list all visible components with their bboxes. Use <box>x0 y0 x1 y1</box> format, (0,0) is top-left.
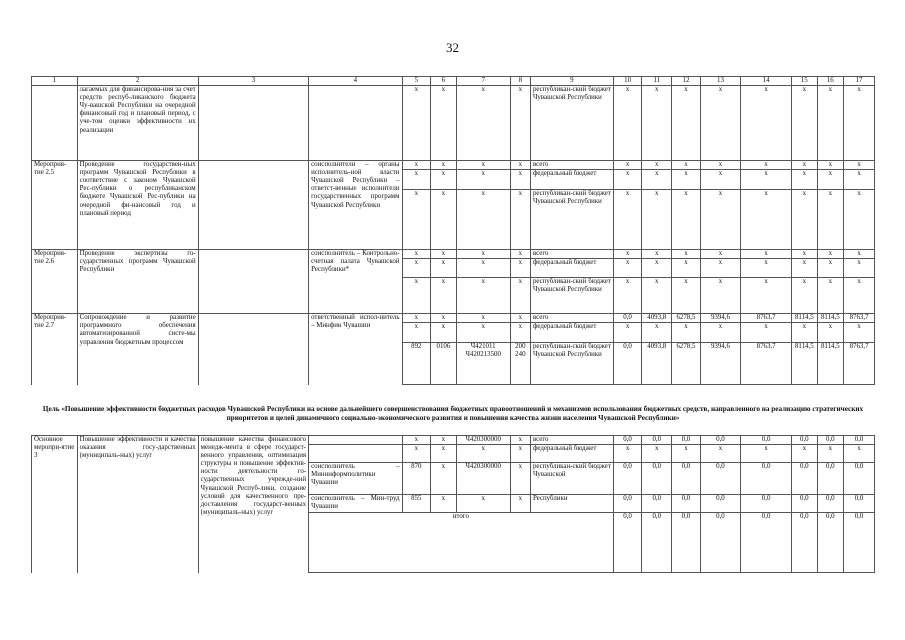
amount-cell: x <box>792 323 817 343</box>
budget-code-cell: x <box>456 495 510 513</box>
measure-number: Мероприя-тие 2.5 <box>32 161 78 250</box>
amount-cell: x <box>844 86 875 161</box>
budget-code-cell: x <box>456 314 510 323</box>
funding-source-cell: республикан-ский бюджет Чувашской <box>530 463 613 495</box>
expected-result: повышение качества финансового менедж-мента в сфере государст-венного управления, оптимизация структуры и повышение эффектив-ности деятельности го-сударственных учрежде-ний Чувашской Респуб-лики, создание условий для качественного пре-доставления государст-венных (муниципаль-ных) услуг <box>198 436 308 573</box>
measure-number: Мероприя-тие 2.6 <box>32 250 78 314</box>
amount-cell: x <box>700 86 740 161</box>
amount-cell: 0,0 <box>844 513 875 573</box>
amount-cell: x <box>817 190 844 250</box>
amount-cell: 0,0 <box>672 463 701 495</box>
amount-cell: x <box>672 170 701 190</box>
table-cell <box>198 86 308 161</box>
amount-cell: x <box>700 445 740 463</box>
amount-cell: x <box>741 323 792 343</box>
amount-cell: 0,0 <box>642 495 672 513</box>
table-cell <box>198 314 308 385</box>
amount-cell: x <box>672 259 701 278</box>
column-number: 6 <box>431 77 456 86</box>
amount-cell: 8763,7 <box>844 314 875 323</box>
budget-code-cell: x <box>510 259 530 278</box>
funding-source-cell: республикан-ский бюджет Чувашской Республики <box>530 343 613 385</box>
budget-code-cell: x <box>431 161 456 170</box>
amount-cell: x <box>741 161 792 170</box>
amount-cell: 8763,7 <box>741 343 792 385</box>
budget-code-cell: x <box>456 323 510 343</box>
amount-cell: x <box>792 170 817 190</box>
amount-cell: x <box>844 445 875 463</box>
amount-cell: 0,0 <box>642 436 672 445</box>
amount-cell: 0,0 <box>613 343 642 385</box>
amount-cell: 0,0 <box>613 314 642 323</box>
budget-code-cell: x <box>431 323 456 343</box>
amount-cell: x <box>613 445 642 463</box>
amount-cell: x <box>792 259 817 278</box>
funding-source-cell: всего <box>530 436 613 445</box>
budget-code-cell: x <box>456 278 510 314</box>
budget-code-cell: x <box>456 170 510 190</box>
budget-code-cell: x <box>456 250 510 259</box>
executor-cell <box>309 445 402 463</box>
amount-cell: 0,0 <box>792 436 817 445</box>
funding-source-cell: федеральный бюджет <box>530 445 613 463</box>
budget-code-cell: x <box>402 436 431 445</box>
amount-cell: x <box>672 445 701 463</box>
amount-cell: 0,0 <box>792 463 817 495</box>
amount-cell: x <box>672 278 701 314</box>
budget-code-cell: x <box>402 170 431 190</box>
column-number: 8 <box>510 77 530 86</box>
executor-cell: соисполнитель – Контрольно-счетная палата Чувашской Республики* <box>309 250 402 314</box>
amount-cell: 0,0 <box>817 436 844 445</box>
amount-cell: 6278,5 <box>672 343 701 385</box>
measure-description: Повышение эффективности и качества оказания госу-дарственных (муниципаль-ных) услуг <box>77 436 198 573</box>
amount-cell: x <box>613 190 642 250</box>
measure-description: лагаемых для финансирова-ния за счет средств респуб-ликанского бюджета Чу-вашской Республики на очередной финансовый год и плановый период, с уче-том оценки эффективности их реализации <box>77 86 198 161</box>
amount-cell: 0,0 <box>642 463 672 495</box>
funding-source-cell: республикан-ский бюджет Чувашской Республики <box>530 86 613 161</box>
amount-cell: x <box>844 190 875 250</box>
amount-cell: 8114,5 <box>817 314 844 323</box>
amount-cell: x <box>792 161 817 170</box>
budget-code-cell: x <box>402 314 431 323</box>
amount-cell: 0,0 <box>844 495 875 513</box>
measure-number: Мероприя-тие 2.7 <box>32 314 78 385</box>
amount-cell: x <box>817 323 844 343</box>
amount-cell: x <box>817 445 844 463</box>
amount-cell: x <box>741 86 792 161</box>
amount-cell: x <box>817 259 844 278</box>
budget-code-cell: x <box>510 314 530 323</box>
executor-cell: соисполнитель – Мининформполитики Чувашии <box>309 463 402 495</box>
table-cell <box>198 161 308 250</box>
amount-cell: x <box>672 86 701 161</box>
budget-code-cell: x <box>431 278 456 314</box>
amount-cell: 0,0 <box>741 436 792 445</box>
budget-code-cell: x <box>402 161 431 170</box>
amount-cell: x <box>792 278 817 314</box>
amount-cell: 9394,6 <box>700 343 740 385</box>
funding-source-cell: республикан-ский бюджет Чувашской Республики <box>530 278 613 314</box>
funding-source-cell: федеральный бюджет <box>530 259 613 278</box>
goal-heading: Цель «Повышение эффективности бюджетных расходов Чувашской Республики на основе дальнейшего совершенствования бюджетных правоотношений и механизмов использования бюджетных средств, направленного на реализацию стратегических приоритетов и целей динамичного социально-экономического развития и повышения качества жизни населения Чувашской Республики» <box>42 405 864 422</box>
amount-cell: 0,0 <box>613 495 642 513</box>
amount-cell: x <box>741 190 792 250</box>
amount-cell: x <box>700 190 740 250</box>
amount-cell: x <box>672 250 701 259</box>
budget-code-cell: x <box>510 86 530 161</box>
amount-cell: x <box>817 86 844 161</box>
column-number: 16 <box>817 77 844 86</box>
column-number: 9 <box>530 77 613 86</box>
budget-code-cell: x <box>431 445 456 463</box>
budget-code-cell: x <box>510 463 530 495</box>
amount-cell: 9394,6 <box>700 314 740 323</box>
budget-table-bottom <box>31 435 875 573</box>
amount-cell: x <box>792 445 817 463</box>
amount-cell: x <box>700 278 740 314</box>
amount-cell: x <box>613 250 642 259</box>
amount-cell: x <box>741 250 792 259</box>
funding-source-cell: федеральный бюджет <box>530 170 613 190</box>
budget-code-cell: 855 <box>402 495 431 513</box>
amount-cell: x <box>672 323 701 343</box>
amount-cell: x <box>741 278 792 314</box>
executor-cell: соисполнители – органы исполнитель-ной власти Чувашской Республики – ответст-венные исполнители государственных программ Чувашской Республики <box>309 161 402 250</box>
amount-cell: 8114,5 <box>817 343 844 385</box>
budget-code-cell: Ч420300000 <box>456 436 510 445</box>
column-number: 1 <box>32 77 78 86</box>
budget-code-cell: x <box>510 495 530 513</box>
amount-cell: 0,0 <box>792 495 817 513</box>
amount-cell: x <box>844 250 875 259</box>
budget-code-cell: x <box>431 190 456 250</box>
amount-cell: x <box>642 190 672 250</box>
amount-cell: x <box>844 170 875 190</box>
funding-source-cell: всего <box>530 314 613 323</box>
amount-cell: 0,0 <box>613 463 642 495</box>
budget-code-cell: x <box>510 250 530 259</box>
amount-cell: x <box>817 250 844 259</box>
budget-code-cell: x <box>510 445 530 463</box>
amount-cell: x <box>642 259 672 278</box>
amount-cell: 0,0 <box>817 495 844 513</box>
amount-cell: x <box>642 170 672 190</box>
amount-cell: 0,0 <box>700 436 740 445</box>
budget-table-top <box>31 76 875 385</box>
column-number-row <box>32 77 875 86</box>
amount-cell: x <box>817 161 844 170</box>
funding-source-cell: Республики <box>530 495 613 513</box>
amount-cell: 0,0 <box>672 495 701 513</box>
budget-code-cell: x <box>510 161 530 170</box>
column-number: 14 <box>741 77 792 86</box>
amount-cell: x <box>844 161 875 170</box>
table-cell <box>309 86 402 161</box>
table-cell <box>198 250 308 314</box>
amount-cell: x <box>642 445 672 463</box>
budget-code-cell: 870 <box>402 463 431 495</box>
budget-code-cell: x <box>510 436 530 445</box>
amount-cell: x <box>741 170 792 190</box>
budget-code-cell: 0106 <box>431 343 456 385</box>
amount-cell: x <box>613 323 642 343</box>
column-number: 10 <box>613 77 642 86</box>
column-number: 5 <box>402 77 431 86</box>
column-number: 7 <box>456 77 510 86</box>
budget-code-cell: x <box>402 86 431 161</box>
amount-cell: x <box>792 250 817 259</box>
amount-cell: x <box>700 259 740 278</box>
amount-cell: 0,0 <box>700 463 740 495</box>
amount-cell: x <box>700 323 740 343</box>
table-row <box>32 436 875 445</box>
funding-source-cell: всего <box>530 250 613 259</box>
budget-code-cell: x <box>431 436 456 445</box>
amount-cell: x <box>613 170 642 190</box>
budget-code-cell: x <box>510 278 530 314</box>
budget-code-cell: x <box>402 250 431 259</box>
amount-cell: x <box>700 161 740 170</box>
measure-description: Проведение экспертизы го-сударственных программ Чувашской Республики <box>77 250 198 314</box>
amount-cell: 0,0 <box>672 513 701 573</box>
amount-cell: 4093,8 <box>642 314 672 323</box>
table-row <box>32 161 875 170</box>
amount-cell: x <box>741 445 792 463</box>
budget-code-cell: x <box>456 259 510 278</box>
amount-cell: x <box>844 259 875 278</box>
column-number: 12 <box>672 77 701 86</box>
amount-cell: x <box>642 278 672 314</box>
table-row <box>32 314 875 323</box>
amount-cell: x <box>613 86 642 161</box>
column-number: 11 <box>642 77 672 86</box>
budget-code-cell: x <box>431 259 456 278</box>
amount-cell: 0,0 <box>741 495 792 513</box>
page-number: 32 <box>446 40 459 55</box>
amount-cell: x <box>672 190 701 250</box>
amount-cell: 0,0 <box>844 436 875 445</box>
amount-cell: 0,0 <box>817 513 844 573</box>
budget-code-cell: x <box>431 86 456 161</box>
amount-cell: x <box>613 278 642 314</box>
budget-code-cell: x <box>402 445 431 463</box>
amount-cell: 8763,7 <box>741 314 792 323</box>
funding-source-cell: федеральный бюджет <box>530 323 613 343</box>
budget-code-cell: Ч421011 Ч420213500 <box>456 343 510 385</box>
amount-cell: 8763,7 <box>844 343 875 385</box>
budget-code-cell: x <box>510 170 530 190</box>
amount-cell: x <box>642 86 672 161</box>
table-row <box>32 250 875 259</box>
amount-cell: 0,0 <box>792 513 817 573</box>
amount-cell: x <box>844 278 875 314</box>
funding-source-cell: республикан-ский бюджет Чувашской Республики <box>530 190 613 250</box>
budget-code-cell: x <box>431 495 456 513</box>
amount-cell: x <box>817 170 844 190</box>
budget-code-cell: 892 <box>402 343 431 385</box>
column-number: 17 <box>844 77 875 86</box>
amount-cell: 8114,5 <box>792 343 817 385</box>
column-number: 13 <box>700 77 740 86</box>
amount-cell: 0,0 <box>741 463 792 495</box>
column-number: 3 <box>198 77 308 86</box>
amount-cell: 0,0 <box>672 436 701 445</box>
funding-source-cell: всего <box>530 161 613 170</box>
budget-code-cell: x <box>402 259 431 278</box>
budget-code-cell: x <box>456 161 510 170</box>
amount-cell: x <box>792 190 817 250</box>
amount-cell: 6278,5 <box>672 314 701 323</box>
amount-cell: x <box>613 161 642 170</box>
executor-cell: соисполнитель – Мин-труд Чувашии <box>309 495 402 513</box>
budget-code-cell: x <box>510 190 530 250</box>
budget-code-cell: x <box>431 314 456 323</box>
column-number: 4 <box>309 77 402 86</box>
budget-code-cell: x <box>456 86 510 161</box>
budget-code-cell: x <box>510 323 530 343</box>
amount-cell: 4093,8 <box>642 343 672 385</box>
amount-cell: x <box>642 323 672 343</box>
amount-cell: 8114,5 <box>792 314 817 323</box>
amount-cell: x <box>700 250 740 259</box>
amount-cell: 0,0 <box>642 513 672 573</box>
executor-cell: ответственный испол-нитель – Минфин Чувашии <box>309 314 402 385</box>
amount-cell: x <box>741 259 792 278</box>
total-label: итого <box>309 513 614 573</box>
amount-cell: x <box>642 250 672 259</box>
budget-code-cell: x <box>431 463 456 495</box>
amount-cell: 0,0 <box>613 513 642 573</box>
measure-description: Сопровождение и развитие программного обеспечения автоматизированной систе-мы управления бюджетным процессом <box>77 314 198 385</box>
column-number: 2 <box>77 77 198 86</box>
budget-code-cell: x <box>402 190 431 250</box>
budget-code-cell: Ч420300000 <box>456 463 510 495</box>
measure-number: Основное меропри-ятие 3 <box>32 436 78 573</box>
amount-cell: 0,0 <box>613 436 642 445</box>
measure-description: Проведение государствен-ных программ Чувашской Республики в соответствие с законом Чувашской Рес-публики о республиканском бюджете Чувашской Рес-публики на очередной фи-нансовый год и плановый период <box>77 161 198 250</box>
budget-code-cell: x <box>431 250 456 259</box>
amount-cell: x <box>792 86 817 161</box>
budget-code-cell: 200 240 <box>510 343 530 385</box>
budget-code-cell: x <box>402 278 431 314</box>
amount-cell: 0,0 <box>741 513 792 573</box>
budget-code-cell: x <box>456 190 510 250</box>
amount-cell: x <box>642 161 672 170</box>
executor-cell <box>309 436 402 445</box>
amount-cell: 0,0 <box>844 463 875 495</box>
amount-cell: x <box>672 161 701 170</box>
amount-cell: 0,0 <box>817 463 844 495</box>
column-number: 15 <box>792 77 817 86</box>
continuation-row <box>32 86 875 161</box>
amount-cell: 0,0 <box>700 513 740 573</box>
amount-cell: 0,0 <box>700 495 740 513</box>
amount-cell: x <box>817 278 844 314</box>
budget-code-cell: x <box>456 445 510 463</box>
amount-cell: x <box>700 170 740 190</box>
budget-code-cell: x <box>431 170 456 190</box>
table-cell <box>32 86 78 161</box>
amount-cell: x <box>613 259 642 278</box>
amount-cell: x <box>844 323 875 343</box>
budget-code-cell: x <box>402 323 431 343</box>
